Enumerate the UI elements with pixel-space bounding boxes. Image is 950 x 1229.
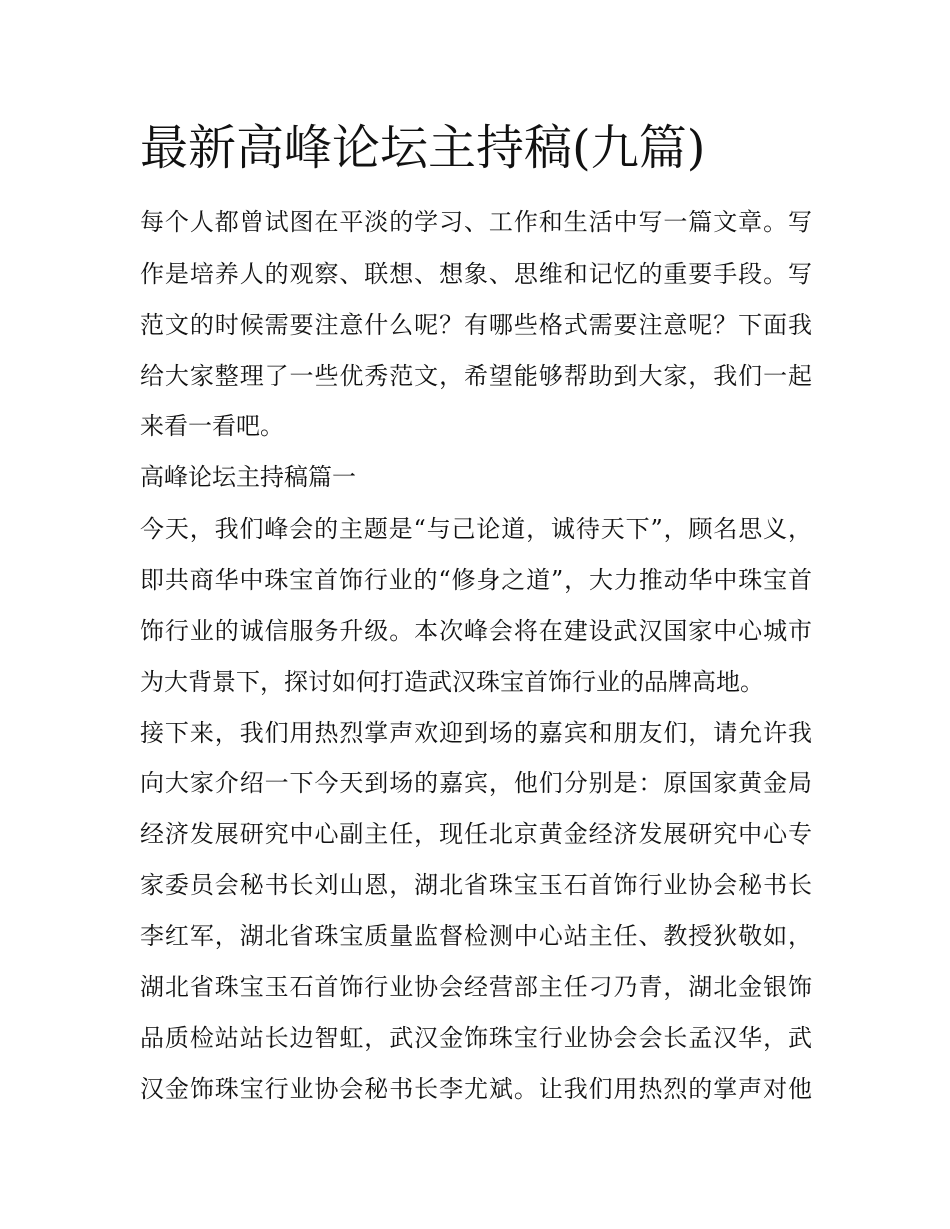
text-line: 即共商华中珠宝首饰行业的“修身之道”，大力推动华中珠宝首	[140, 566, 812, 594]
text-line: 今天，我们峰会的主题是“与己论道，诚待天下”，顾名思义，	[140, 515, 812, 543]
text-line: 接下来，我们用热烈掌声欢迎到场的嘉宾和朋友们，请允许我	[140, 719, 812, 747]
text-line: 饰行业的诚信服务升级。本次峰会将在建设武汉国家中心城市	[140, 617, 812, 645]
section-heading: 高峰论坛主持稿篇一	[140, 463, 356, 491]
text-line: 作是培养人的观察、联想、想象、思维和记忆的重要手段。写	[140, 260, 812, 288]
text-line: 向大家介绍一下今天到场的嘉宾，他们分别是：原国家黄金局	[140, 769, 812, 797]
text-line: 家委员会秘书长刘山恩，湖北省珠宝玉石首饰行业协会秘书长	[140, 871, 812, 899]
text-line: 来看一看吧。	[140, 412, 284, 440]
text-line: 经济发展研究中心副主任，现任北京黄金经济发展研究中心专	[140, 820, 812, 848]
text-line: 品质检站站长边智虹，武汉金饰珠宝行业协会会长孟汉华，武	[140, 1024, 812, 1052]
text-line: 每个人都曾试图在平淡的学习、工作和生活中写一篇文章。写	[140, 208, 812, 236]
text-line: 湖北省珠宝玉石首饰行业协会经营部主任刁乃青，湖北金银饰	[140, 973, 812, 1001]
text-line: 范文的时候需要注意什么呢？有哪些格式需要注意呢？下面我	[140, 311, 812, 339]
text-line: 汉金饰珠宝行业协会秘书长李尤斌。让我们用热烈的掌声对他	[140, 1075, 812, 1103]
text-line: 李红军，湖北省珠宝质量监督检测中心站主任、教授狄敬如，	[140, 922, 812, 950]
text-line: 为大背景下，探讨如何打造武汉珠宝首饰行业的品牌高地。	[140, 668, 764, 696]
document-title: 最新高峰论坛主持稿(九篇)	[140, 120, 706, 176]
text-line: 给大家整理了一些优秀范文，希望能够帮助到大家，我们一起	[140, 362, 812, 390]
